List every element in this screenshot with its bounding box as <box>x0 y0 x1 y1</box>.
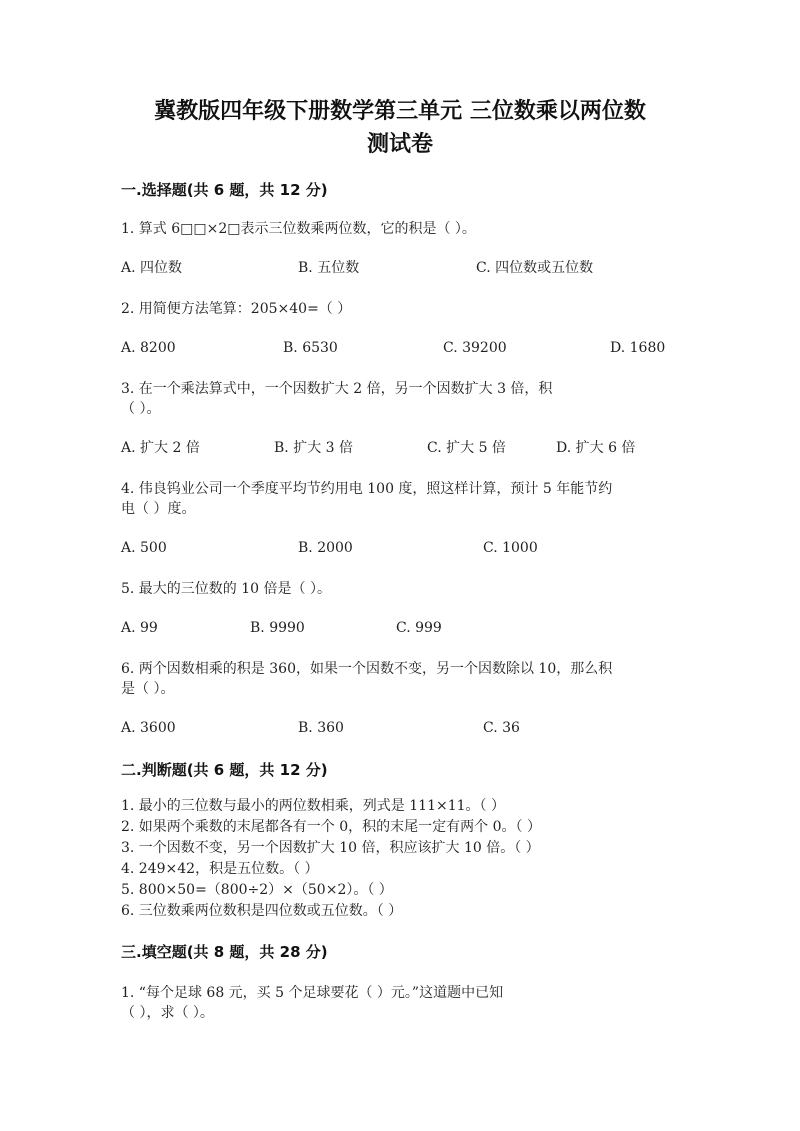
question-text: 1. “每个足球 68 元，买 5 个足球要花（ ）元。”这道题中已知 <box>121 985 504 1001</box>
option-c: C. 39200 <box>443 340 507 356</box>
question-text: 4. 伟良钨业公司一个季度平均节约用电 100 度，照这样计算，预计 5 年能节约 <box>121 481 613 497</box>
question-text-cont: 是（ ）。 <box>121 681 175 697</box>
question-text: 6. 两个因数相乘的积是 360，如果一个因数不变，另一个因数除以 10，那么积 <box>121 661 613 677</box>
question-text-cont: （ ），求（ ）。 <box>121 1005 214 1021</box>
question-text: 5. 最大的三位数的 10 倍是（ ）。 <box>121 581 331 597</box>
judge-item: 1. 最小的三位数与最小的两位数相乘，列式是 111×11。（ ） <box>121 798 505 814</box>
question-text-cont: 电（ ）度。 <box>121 501 196 517</box>
option-a: A. 500 <box>121 540 167 556</box>
option-a: A. 3600 <box>121 720 176 736</box>
option-b: B. 扩大 3 倍 <box>274 440 353 456</box>
section-heading-fill: 三.填空题(共 8 题，共 28 分) <box>121 943 328 961</box>
question-text: 2. 用简便方法笔算：205×40=（ ） <box>121 301 352 317</box>
option-c: C. 扩大 5 倍 <box>427 440 506 456</box>
option-b: B. 五位数 <box>298 260 360 276</box>
page-title: 冀教版四年级下册数学第三单元 三位数乘以两位数 <box>154 99 646 124</box>
option-a: A. 99 <box>121 620 158 636</box>
option-c: C. 36 <box>483 720 520 736</box>
judge-item: 3. 一个因数不变，另一个因数扩大 10 倍，积应该扩大 10 倍。（ ） <box>121 840 540 856</box>
judge-item: 2. 如果两个乘数的末尾都各有一个 0，积的末尾一定有两个 0。（ ） <box>121 819 541 835</box>
option-b: B. 6530 <box>283 340 338 356</box>
option-d: D. 1680 <box>610 340 666 356</box>
option-c: C. 四位数或五位数 <box>476 260 594 276</box>
question-text: 3. 在一个乘法算式中，一个因数扩大 2 倍，另一个因数扩大 3 倍，积 <box>121 381 553 397</box>
option-c: C. 1000 <box>483 540 538 556</box>
option-b: B. 2000 <box>298 540 353 556</box>
judge-item: 4. 249×42，积是五位数。（ ） <box>121 861 319 877</box>
option-a: A. 8200 <box>121 340 176 356</box>
option-c: C. 999 <box>396 620 442 636</box>
judge-item: 6. 三位数乘两位数积是四位数或五位数。（ ） <box>121 903 403 919</box>
judge-item: 5. 800×50=（800÷2）×（50×2）。（ ） <box>121 882 393 898</box>
option-d: D. 扩大 6 倍 <box>556 440 636 456</box>
section-heading-choice: 一.选择题(共 6 题，共 12 分) <box>121 181 328 199</box>
option-a: A. 四位数 <box>121 260 183 276</box>
page-subtitle: 测试卷 <box>366 132 433 157</box>
option-a: A. 扩大 2 倍 <box>121 440 200 456</box>
question-text-cont: （ ）。 <box>121 401 161 417</box>
option-b: B. 360 <box>298 720 344 736</box>
option-b: B. 9990 <box>250 620 305 636</box>
section-heading-judge: 二.判断题(共 6 题，共 12 分) <box>121 761 328 779</box>
question-text: 1. 算式 6□□×2□表示三位数乘两位数，它的积是（ ）。 <box>121 221 476 237</box>
